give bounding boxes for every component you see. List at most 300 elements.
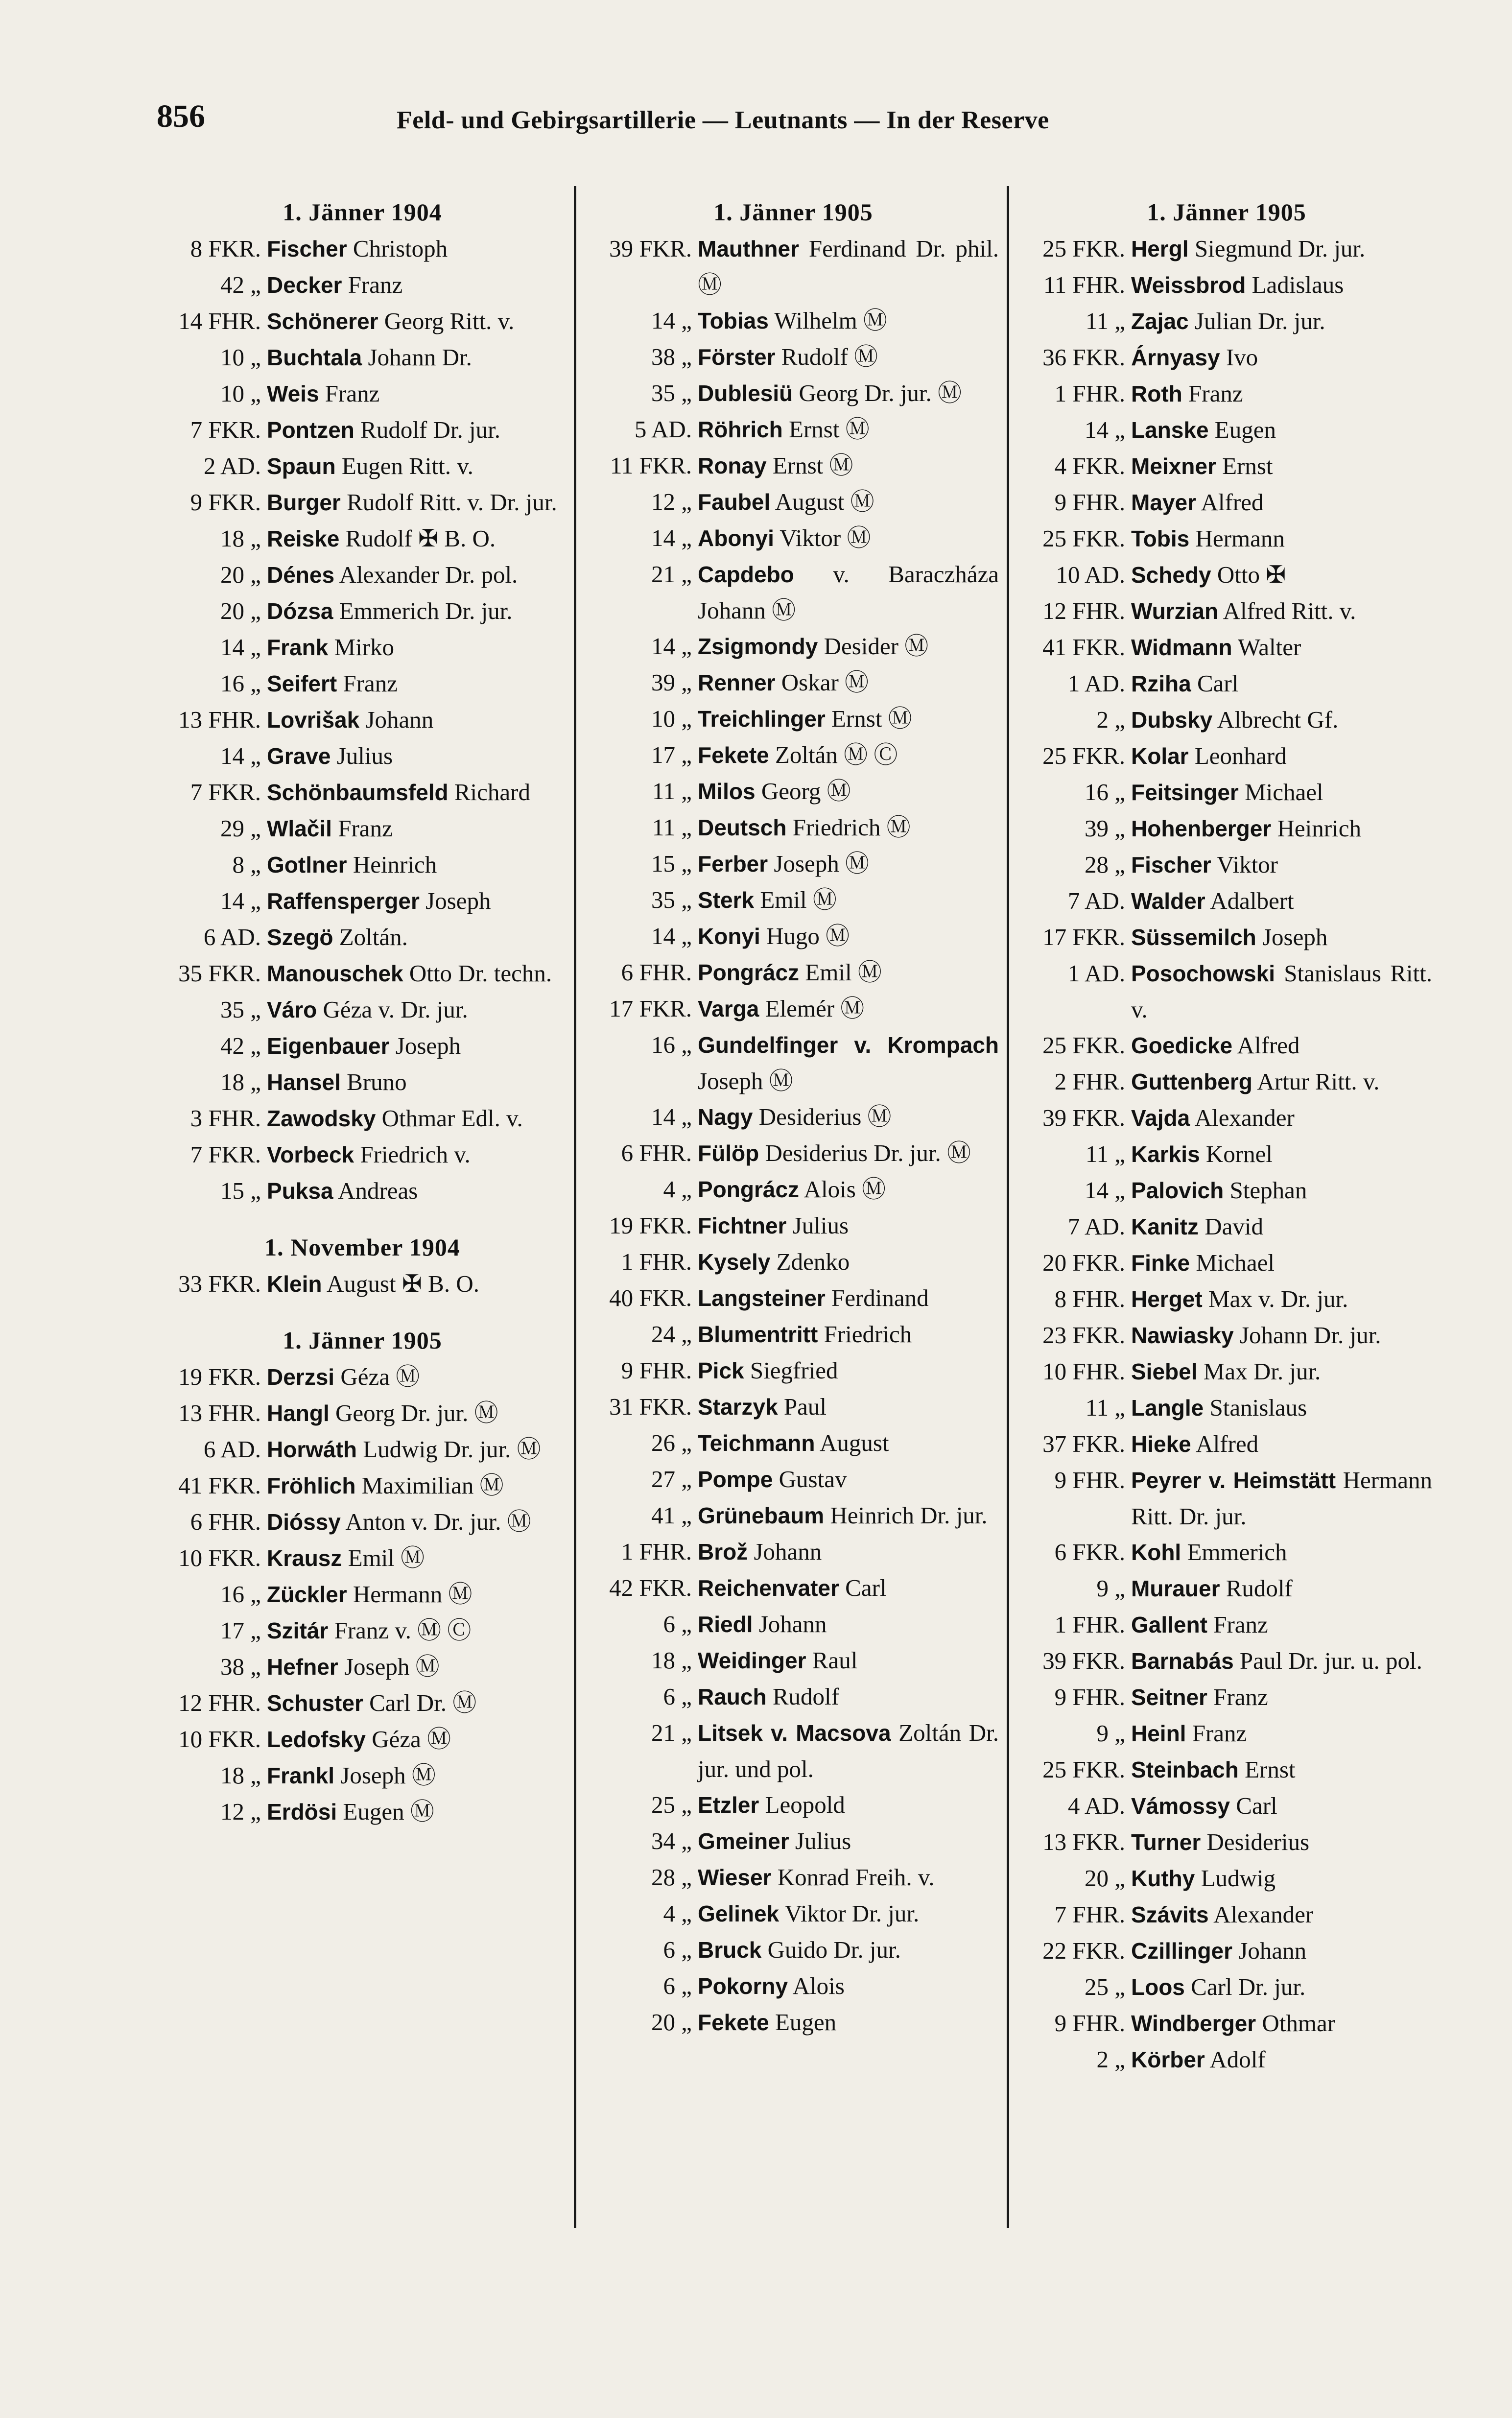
unit-label: 11 „	[1085, 1394, 1125, 1421]
unit-label: 39 FKR.	[1042, 1647, 1125, 1674]
person-name	[698, 484, 999, 520]
list-entry	[1021, 1462, 1432, 1534]
given-names: Elemér Ⓜ	[759, 995, 865, 1022]
person-name	[267, 1395, 568, 1431]
unit-label: 20 FKR.	[1042, 1249, 1125, 1276]
surname: Konyi	[698, 924, 760, 949]
unit-label: 14 „	[1085, 1177, 1125, 1204]
person-name	[1131, 1933, 1432, 1969]
list-entry	[157, 1064, 568, 1100]
given-names: Desiderius Ⓜ	[753, 1103, 892, 1130]
surname: Fischer	[267, 236, 347, 261]
given-names: Gustav	[773, 1466, 847, 1493]
given-names: August	[815, 1429, 889, 1456]
given-names: Rudolf Ⓜ	[775, 343, 878, 370]
list-entry	[588, 809, 999, 846]
list-entry	[157, 847, 568, 883]
person-name	[267, 1468, 568, 1504]
person-name	[698, 1715, 999, 1787]
person-name	[267, 1064, 568, 1100]
given-names: Alfred Ritt. v.	[1218, 597, 1356, 624]
list-entry	[588, 339, 999, 375]
list-entry	[1021, 484, 1432, 521]
surname: Eigenbauer	[267, 1033, 390, 1059]
given-names: Friedrich	[818, 1321, 912, 1348]
running-head: Feld- und Gebirgsartillerie — Leutnants — In der Reserve	[397, 106, 1049, 134]
unit-label: 5 AD.	[634, 416, 692, 443]
person-name	[1131, 593, 1432, 629]
unit-label: 17 „	[651, 741, 692, 768]
unit-label: 2 AD.	[203, 452, 261, 479]
section-heading: 1. Jänner 1904	[283, 198, 442, 226]
given-names: Anton v. Dr. jur. Ⓜ	[340, 1508, 531, 1535]
person-name	[698, 1461, 999, 1497]
unit-label: 1 FHR.	[621, 1538, 692, 1565]
surname: Goedicke	[1131, 1033, 1233, 1058]
person-name	[267, 376, 568, 412]
list-entry	[1021, 955, 1432, 1027]
surname: Schönbaumsfeld	[267, 780, 449, 805]
list-entry	[157, 376, 568, 412]
surname: Árnyasy	[1131, 345, 1220, 370]
unit-label: 17 „	[220, 1617, 261, 1644]
person-name	[1131, 376, 1432, 412]
page-number: 856	[157, 98, 205, 134]
person-name	[698, 1352, 999, 1389]
surname: Ronay	[698, 453, 767, 478]
given-names: Max Dr. jur.	[1197, 1358, 1321, 1385]
surname: Roth	[1131, 381, 1182, 406]
list-entry	[588, 1389, 999, 1425]
given-names: Emil Ⓜ	[799, 959, 882, 986]
unit-label: 2 „	[1096, 706, 1125, 733]
unit-label: 9 FHR.	[1054, 1467, 1125, 1493]
list-entry	[1021, 1136, 1432, 1172]
surname: Hieke	[1131, 1431, 1191, 1457]
given-names: Zdenko	[770, 1248, 850, 1275]
surname: Kohl	[1131, 1540, 1181, 1565]
list-entry	[588, 701, 999, 737]
surname: Weis	[267, 381, 319, 406]
surname: Pick	[698, 1358, 744, 1383]
person-name	[698, 1932, 999, 1968]
surname: Schönerer	[267, 308, 378, 334]
given-names: Hermann	[1189, 525, 1285, 552]
person-name	[698, 1171, 999, 1208]
given-names: Alois	[788, 1972, 845, 1999]
unit-label: 2 FHR.	[1054, 1068, 1125, 1095]
given-names: Alexander	[1190, 1104, 1295, 1131]
surname: Hefner	[267, 1654, 338, 1680]
person-name	[267, 521, 568, 557]
given-names: Stanislaus	[1204, 1394, 1307, 1421]
list-entry	[588, 303, 999, 339]
list-entry	[157, 1468, 568, 1504]
person-name	[267, 919, 568, 955]
given-names: Friedrich Ⓜ	[786, 814, 911, 841]
person-name	[698, 1823, 999, 1859]
surname: Reiske	[267, 526, 340, 551]
surname: Fekete	[698, 2010, 769, 2035]
unit-label: 20 „	[1085, 1865, 1125, 1892]
person-name	[1131, 1534, 1432, 1570]
list-entry	[588, 737, 999, 773]
surname: Dubsky	[1131, 707, 1213, 733]
list-entry	[1021, 1607, 1432, 1643]
surname: Grave	[267, 743, 331, 769]
given-names: Othmar	[1256, 2010, 1336, 2037]
person-name	[1131, 810, 1432, 847]
given-names: Richard	[448, 779, 530, 806]
given-names: Konrad Freih. v.	[771, 1864, 935, 1891]
person-name	[1131, 883, 1432, 919]
person-name	[1131, 2041, 1432, 2078]
unit-label: 14 „	[220, 634, 261, 661]
given-names: Leonhard	[1188, 742, 1287, 769]
given-names: Mirko	[328, 634, 395, 661]
person-name	[1131, 1824, 1432, 1860]
given-names: Zoltán Ⓜ Ⓒ	[769, 741, 898, 768]
given-names: Georg Dr. jur. Ⓜ	[793, 379, 962, 406]
surname: Puksa	[267, 1178, 333, 1204]
surname: Riedl	[698, 1612, 753, 1637]
unit-label: 7 FKR.	[190, 779, 261, 806]
list-entry	[1021, 1064, 1432, 1100]
surname: Klein	[267, 1271, 322, 1297]
given-names: Joseph	[389, 1032, 461, 1059]
surname: Szávits	[1131, 1902, 1209, 1927]
list-entry	[1021, 1788, 1432, 1824]
surname: Decker	[267, 272, 342, 298]
unit-label: 26 „	[651, 1429, 692, 1456]
given-names: Siegmund Dr. jur.	[1188, 235, 1366, 262]
person-name	[698, 520, 999, 556]
person-name	[1131, 1570, 1432, 1607]
unit-label: 19 FKR.	[609, 1212, 692, 1239]
surname: Mayer	[1131, 490, 1196, 515]
person-name	[1131, 919, 1432, 955]
unit-label: 6 AD.	[203, 924, 261, 950]
surname: Hergl	[1131, 236, 1189, 261]
given-names: Johann Dr. jur.	[1233, 1322, 1381, 1349]
unit-label: 6 FHR.	[621, 1139, 692, 1166]
list-entry	[157, 484, 568, 521]
given-names: Joseph	[1256, 924, 1328, 950]
given-names: Ernst Ⓜ	[766, 452, 853, 479]
given-names: Ludwig Dr. jur. Ⓜ	[357, 1436, 541, 1463]
unit-label: 17 FKR.	[1042, 924, 1125, 950]
surname: Frank	[267, 635, 329, 660]
list-entry	[588, 231, 999, 303]
surname: Seitner	[1131, 1684, 1207, 1710]
person-name	[698, 375, 999, 411]
given-names: Desider Ⓜ	[818, 633, 929, 660]
unit-label: 11 „	[652, 778, 692, 805]
list-entry	[588, 1715, 999, 1787]
surname: Buchtala	[267, 345, 362, 370]
list-entry	[1021, 738, 1432, 774]
unit-label: 39 „	[1085, 815, 1125, 842]
surname: Mauthner	[698, 236, 799, 261]
surname: Fröhlich	[267, 1473, 356, 1498]
unit-label: 9 FHR.	[1054, 489, 1125, 516]
list-entry	[1021, 629, 1432, 665]
given-names: Joseph Ⓜ	[698, 1067, 793, 1094]
surname: Pontzen	[267, 417, 354, 443]
list-entry	[1021, 2005, 1432, 2041]
list-entry	[1021, 1752, 1432, 1788]
given-names: August ✠ B. O.	[322, 1270, 479, 1297]
surname: Pokorny	[698, 1973, 788, 1999]
person-name	[698, 1497, 999, 1534]
given-names: Julius	[789, 1827, 851, 1854]
surname: Tobis	[1131, 526, 1190, 551]
unit-label: 35 „	[220, 996, 261, 1023]
given-names: Julius	[786, 1212, 849, 1239]
person-name	[1131, 1860, 1432, 1896]
person-name	[267, 231, 568, 267]
list-entry	[157, 593, 568, 629]
surname: Guttenberg	[1131, 1069, 1252, 1094]
person-name	[267, 1649, 568, 1685]
person-name	[267, 810, 568, 847]
person-name	[698, 737, 999, 773]
person-name	[267, 1100, 568, 1137]
given-names: Franz	[1207, 1611, 1268, 1638]
surname: Starzyk	[698, 1394, 778, 1420]
list-entry	[588, 991, 999, 1027]
column-rule	[1007, 186, 1009, 2228]
surname: Czillinger	[1131, 1938, 1233, 1964]
unit-label: 35 FKR.	[178, 960, 261, 987]
surname: Deutsch	[698, 815, 787, 840]
given-names: Maximilian Ⓜ	[355, 1472, 504, 1499]
given-names: Joseph Ⓜ	[338, 1653, 440, 1680]
list-entry	[588, 1642, 999, 1679]
person-name	[1131, 1679, 1432, 1715]
person-name	[1131, 557, 1432, 593]
surname: Sterk	[698, 887, 755, 913]
unit-label: 9 FHR.	[621, 1357, 692, 1384]
unit-label: 38 „	[220, 1653, 261, 1680]
unit-label: 16 „	[220, 1581, 261, 1608]
list-entry	[1021, 1426, 1432, 1462]
given-names: Eugen	[1208, 416, 1276, 443]
surname: Váro	[267, 997, 317, 1022]
person-name	[1131, 1788, 1432, 1824]
unit-label: 41 FKR.	[1042, 634, 1125, 661]
unit-label: 14 „	[651, 1103, 692, 1130]
person-name	[698, 303, 999, 339]
person-name	[267, 738, 568, 774]
given-names: Raul	[806, 1647, 858, 1674]
list-entry	[1021, 1969, 1432, 2005]
person-name	[1131, 1426, 1432, 1462]
unit-label: 14 „	[651, 923, 692, 949]
given-names: Otto ✠	[1211, 561, 1286, 588]
unit-label: 15 „	[220, 1177, 261, 1204]
person-name	[267, 412, 568, 448]
surname: Barnabás	[1131, 1648, 1234, 1674]
given-names: Christoph	[347, 235, 448, 262]
person-name	[698, 1534, 999, 1570]
list-entry	[588, 1679, 999, 1715]
given-names: Wilhelm Ⓜ	[768, 307, 887, 334]
given-names: Max v. Dr. jur.	[1202, 1285, 1348, 1312]
list-entry	[588, 1171, 999, 1208]
given-names: Emmerich Dr. jur.	[333, 597, 513, 624]
given-names: Adalbert	[1205, 887, 1294, 914]
surname: Treichlinger	[698, 706, 826, 732]
unit-label: 7 FKR.	[190, 1141, 261, 1168]
list-entry	[1021, 1570, 1432, 1607]
surname: Hohenberger	[1131, 816, 1272, 841]
surname: Heinl	[1131, 1721, 1186, 1746]
given-names: Ladislaus	[1246, 271, 1344, 298]
surname: Horwáth	[267, 1437, 357, 1462]
person-name	[698, 231, 999, 303]
person-name	[267, 557, 568, 593]
surname: Murauer	[1131, 1576, 1220, 1601]
given-names: Eugen Ritt. v.	[335, 452, 473, 479]
surname: Lanske	[1131, 417, 1209, 443]
person-name	[1131, 629, 1432, 665]
given-names: Alexander Dr. pol.	[334, 561, 518, 588]
section-heading: 1. Jänner 1905	[283, 1327, 442, 1354]
unit-label: 1 AD.	[1067, 670, 1125, 697]
section-heading: 1. Jänner 1905	[1147, 198, 1306, 226]
given-names: Alfred	[1232, 1032, 1300, 1059]
unit-label: 39 „	[651, 669, 692, 696]
surname: Windberger	[1131, 2011, 1256, 2036]
unit-label: 31 FKR.	[609, 1393, 692, 1420]
person-name	[1131, 1715, 1432, 1752]
unit-label: 25 FKR.	[1042, 1756, 1125, 1783]
unit-label: 14 „	[651, 524, 692, 551]
given-names: Stephan	[1224, 1177, 1307, 1204]
surname: Gallent	[1131, 1612, 1207, 1637]
given-names: Oskar Ⓜ	[775, 669, 869, 696]
surname: Peyrer v. Heimstätt	[1131, 1468, 1336, 1493]
unit-label: 6 „	[663, 1611, 692, 1637]
list-entry	[588, 1208, 999, 1244]
given-names: Ferdinand Dr. phil. Ⓜ	[698, 235, 999, 298]
person-name	[1131, 1969, 1432, 2005]
surname: Siebel	[1131, 1359, 1198, 1384]
surname: Schuster	[267, 1690, 363, 1716]
given-names: Géza v. Dr. jur.	[317, 996, 468, 1023]
given-names: Ernst Ⓜ	[825, 705, 912, 732]
unit-label: 10 „	[651, 705, 692, 732]
given-names: Carl Dr. Ⓜ	[363, 1689, 477, 1716]
unit-label: 36 FKR.	[1042, 344, 1125, 371]
list-entry	[157, 1612, 568, 1649]
given-names: Carl Dr. jur.	[1184, 1973, 1306, 2000]
unit-label: 7 AD.	[1067, 1213, 1125, 1240]
given-names: Ernst	[1216, 452, 1273, 479]
list-entry	[157, 1173, 568, 1209]
given-names: Franz	[1182, 380, 1243, 407]
list-entry	[588, 1823, 999, 1859]
given-names: Walter	[1232, 634, 1301, 661]
unit-label: 10 FHR.	[1042, 1358, 1125, 1385]
list-entry	[157, 1137, 568, 1173]
surname: Manouschek	[267, 961, 403, 986]
list-entry	[588, 628, 999, 664]
surname: Rauch	[698, 1684, 767, 1709]
person-name	[267, 992, 568, 1028]
person-name	[1131, 412, 1432, 448]
unit-label: 21 „	[651, 1719, 692, 1746]
surname: Körber	[1131, 2047, 1205, 2072]
given-names: Georg Ⓜ	[755, 778, 851, 805]
unit-label: 1 AD.	[1067, 960, 1125, 987]
given-names: Hermann Ritt. Dr. jur.	[1131, 1467, 1432, 1530]
surname: Capdebo	[698, 562, 794, 587]
surname: Meixner	[1131, 453, 1216, 479]
list-entry	[1021, 1715, 1432, 1752]
person-name	[1131, 1064, 1432, 1100]
person-name	[1131, 1390, 1432, 1426]
surname: Wlačil	[267, 816, 332, 841]
surname: Spaun	[267, 453, 336, 479]
surname: Kysely	[698, 1249, 771, 1275]
surname: Renner	[698, 670, 776, 695]
unit-label: 22 FKR.	[1042, 1937, 1125, 1964]
list-entry	[1021, 919, 1432, 955]
given-names: Franz	[331, 815, 393, 842]
given-names: Bruno	[340, 1068, 407, 1095]
person-name	[698, 339, 999, 375]
surname: Kolar	[1131, 743, 1189, 769]
person-name	[1131, 738, 1432, 774]
person-name	[698, 1425, 999, 1461]
unit-label: 4 AD.	[1067, 1792, 1125, 1819]
list-entry	[157, 1359, 568, 1395]
surname: Nawiasky	[1131, 1323, 1234, 1348]
list-entry	[588, 1027, 999, 1099]
list-entry	[157, 412, 568, 448]
unit-label: 14 FHR.	[178, 308, 261, 334]
surname: Weidinger	[698, 1648, 806, 1673]
unit-label: 14 „	[220, 742, 261, 769]
given-names: Kornel	[1200, 1140, 1273, 1167]
surname: Vajda	[1131, 1105, 1190, 1131]
list-entry	[157, 1431, 568, 1468]
person-name	[1131, 774, 1432, 810]
unit-label: 18 „	[220, 1762, 261, 1789]
person-name	[1131, 267, 1432, 303]
list-entry	[157, 448, 568, 484]
given-names: Julius	[331, 742, 393, 769]
surname: Abonyi	[698, 525, 774, 551]
list-entry	[588, 664, 999, 701]
given-names: Albrecht Gf.	[1212, 706, 1339, 733]
given-names: Ferdinand	[825, 1284, 929, 1311]
person-name	[698, 1280, 999, 1316]
list-entry	[1021, 231, 1432, 267]
person-name	[267, 1794, 568, 1830]
given-names: Eugen Ⓜ	[337, 1798, 434, 1825]
surname: Brož	[698, 1539, 748, 1565]
given-names: Franz	[337, 670, 398, 697]
unit-label: 37 FKR.	[1042, 1430, 1125, 1457]
unit-label: 33 FKR.	[178, 1270, 261, 1297]
list-entry	[157, 303, 568, 339]
person-name	[698, 1606, 999, 1642]
given-names: Siegfried	[744, 1357, 838, 1384]
given-names: Paul	[778, 1393, 827, 1420]
